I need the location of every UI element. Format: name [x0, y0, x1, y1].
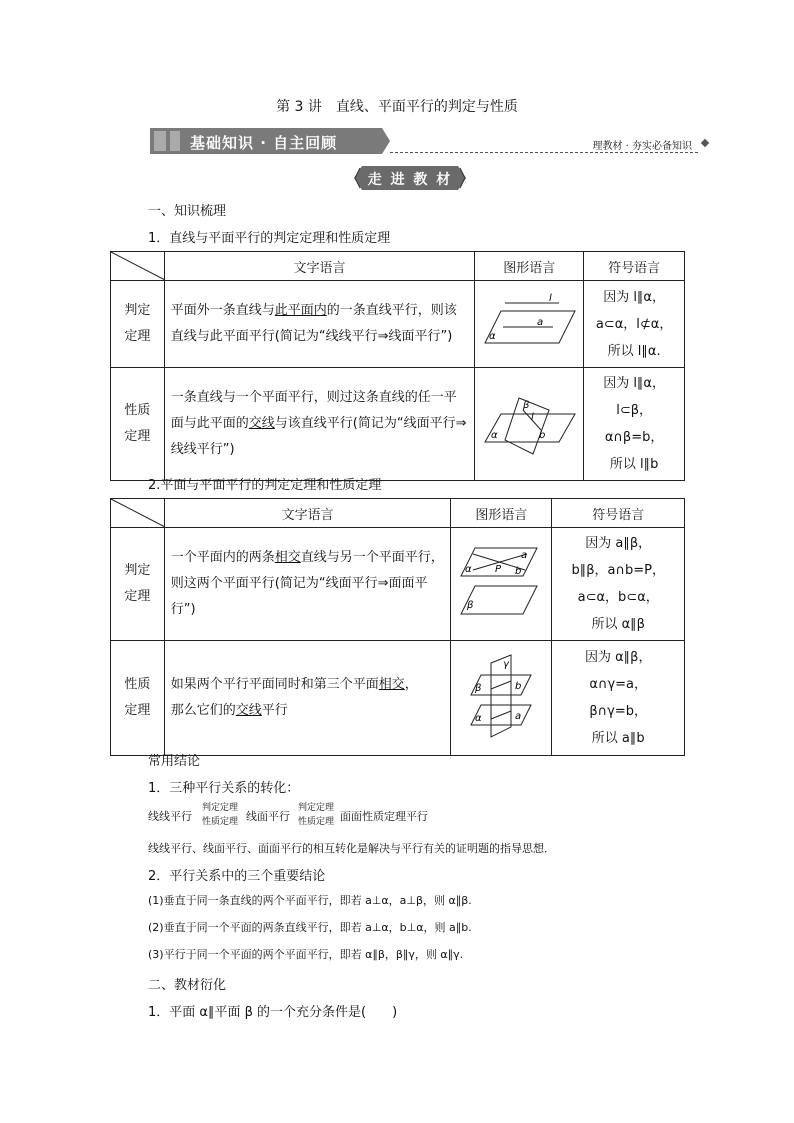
- chain-label-below-1: 性质定理: [202, 817, 239, 827]
- figure-plane-plane-property: [451, 641, 552, 756]
- header-corner: [111, 252, 165, 281]
- svg-text:β: β: [467, 600, 474, 611]
- line-plane-table: [110, 251, 685, 481]
- sub-banner: [354, 166, 466, 190]
- section-heading-2: 二、教材衍化: [148, 978, 227, 993]
- header-text: 文字语言: [164, 252, 474, 281]
- page-title: 第 3 讲 直线、平面平行的判定与性质: [276, 99, 518, 115]
- conclusion-2: (2)垂直于同一个平面的两条直线平行，即若 a⊥α，b⊥α，则 a∥b.: [148, 921, 472, 934]
- svg-text:b: b: [515, 566, 522, 577]
- banner-divider: [390, 152, 698, 153]
- subsection-2: 2.平面与平面平行的判定定理和性质定理: [148, 478, 382, 493]
- conclusion-item-2: 2．平行关系中的三个重要结论: [148, 869, 326, 884]
- row-text-property-2: 如果两个平行平面同时和第三个平面相交， 那么它们的交线平行: [164, 641, 451, 756]
- header-symbol-2: 符号语言: [552, 499, 685, 528]
- banner-subtitle: 理教材 · 夯实必备知识: [592, 141, 692, 152]
- svg-text:a: a: [515, 711, 522, 722]
- svg-text:b: b: [539, 430, 546, 441]
- svg-text:l: l: [531, 412, 534, 423]
- header-figure-2: 图形语言: [451, 499, 552, 528]
- row-head-judgment: 判定 定理: [111, 281, 165, 368]
- svg-text:P: P: [495, 564, 502, 575]
- svg-text:β: β: [523, 400, 530, 411]
- row-symbol-judgment: 因为 l∥α， a⊂α，l⊄α， 所以 l∥α.: [584, 281, 685, 368]
- plane-plane-table: [110, 498, 685, 756]
- row-head-property: 性质 定理: [111, 368, 165, 481]
- svg-text:l: l: [549, 293, 552, 304]
- row-symbol-judgment-2: 因为 a∥β， b∥β，a∩b=P， a⊂α，b⊂α， 所以 α∥β: [552, 528, 685, 641]
- chain-part-2: 线面平行: [246, 810, 290, 823]
- svg-text:b: b: [515, 681, 522, 692]
- banner-title: 基础知识 · 自主回顾: [190, 134, 338, 152]
- figure-plane-plane-judgment: [451, 528, 552, 641]
- header-figure: 图形语言: [475, 252, 584, 281]
- transform-chain: [148, 800, 668, 830]
- diamond-icon: [701, 139, 709, 147]
- chain-part-1: 线线平行: [148, 810, 192, 823]
- chain-part-3: 面面性质定理平行: [340, 810, 428, 823]
- row-text-property: 一条直线与一个平面平行，则过这条直线的任一平面与此平面的交线与该直线平行(简记为“线面平行⇒线线平行”): [164, 368, 474, 481]
- svg-text:α: α: [475, 713, 482, 724]
- section-banner: [150, 128, 708, 154]
- subsection-1: 1．直线与平面平行的判定定理和性质定理: [148, 231, 391, 246]
- row-head-judgment-2: 判定 定理: [111, 528, 165, 641]
- figure-line-plane-judgment: [475, 281, 584, 368]
- svg-text:a: a: [521, 550, 528, 561]
- chain-label-above-2: 判定定理: [298, 803, 335, 813]
- svg-text:α: α: [489, 331, 496, 342]
- header-corner-2: [111, 499, 165, 528]
- header-symbol: 符号语言: [584, 252, 685, 281]
- conclusion-item-1: 1．三种平行关系的转化：: [148, 781, 300, 796]
- row-symbol-property: 因为 l∥α， l⊂β， α∩β=b， 所以 l∥b: [584, 368, 685, 481]
- svg-text:α: α: [465, 564, 472, 575]
- chain-label-above-1: 判定定理: [202, 803, 239, 813]
- conclusion-3: (3)平行于同一个平面的两个平面平行，即若 α∥β，β∥γ，则 α∥γ.: [148, 948, 464, 961]
- svg-text:γ: γ: [503, 659, 510, 670]
- question-1: 1．平面 α∥平面 β 的一个充分条件是( ): [148, 1005, 398, 1020]
- row-symbol-property-2: 因为 α∥β， α∩γ=a， β∩γ=b， 所以 a∥b: [552, 641, 685, 756]
- conclusions-heading: 常用结论: [148, 754, 201, 769]
- conclusion-note: 线线平行、线面平行、面面平行的相互转化是解决与平行有关的证明题的指导思想．: [148, 842, 555, 855]
- svg-text:a: a: [537, 317, 544, 328]
- header-text-2: 文字语言: [164, 499, 451, 528]
- row-text-judgment-2: 一个平面内的两条相交直线与另一个平面平行，则这两个平面平行(简记为“线面平行⇒面面平行”): [164, 528, 451, 641]
- section-heading-1: 一、知识梳理: [148, 204, 227, 219]
- row-text-judgment: 平面外一条直线与此平面内的一条直线平行，则该直线与此平面平行(简记为“线线平行⇒线面平行”): [164, 281, 474, 368]
- svg-text:β: β: [475, 683, 482, 694]
- svg-text:α: α: [491, 430, 498, 441]
- row-head-property-2: 性质 定理: [111, 641, 165, 756]
- conclusion-1: (1)垂直于同一条直线的两个平面平行，即若 a⊥α，a⊥β，则 α∥β.: [148, 894, 472, 907]
- figure-line-plane-property: [475, 368, 584, 481]
- sub-banner-text: 走 进 教 材: [367, 172, 453, 188]
- chain-label-below-2: 性质定理: [298, 817, 335, 827]
